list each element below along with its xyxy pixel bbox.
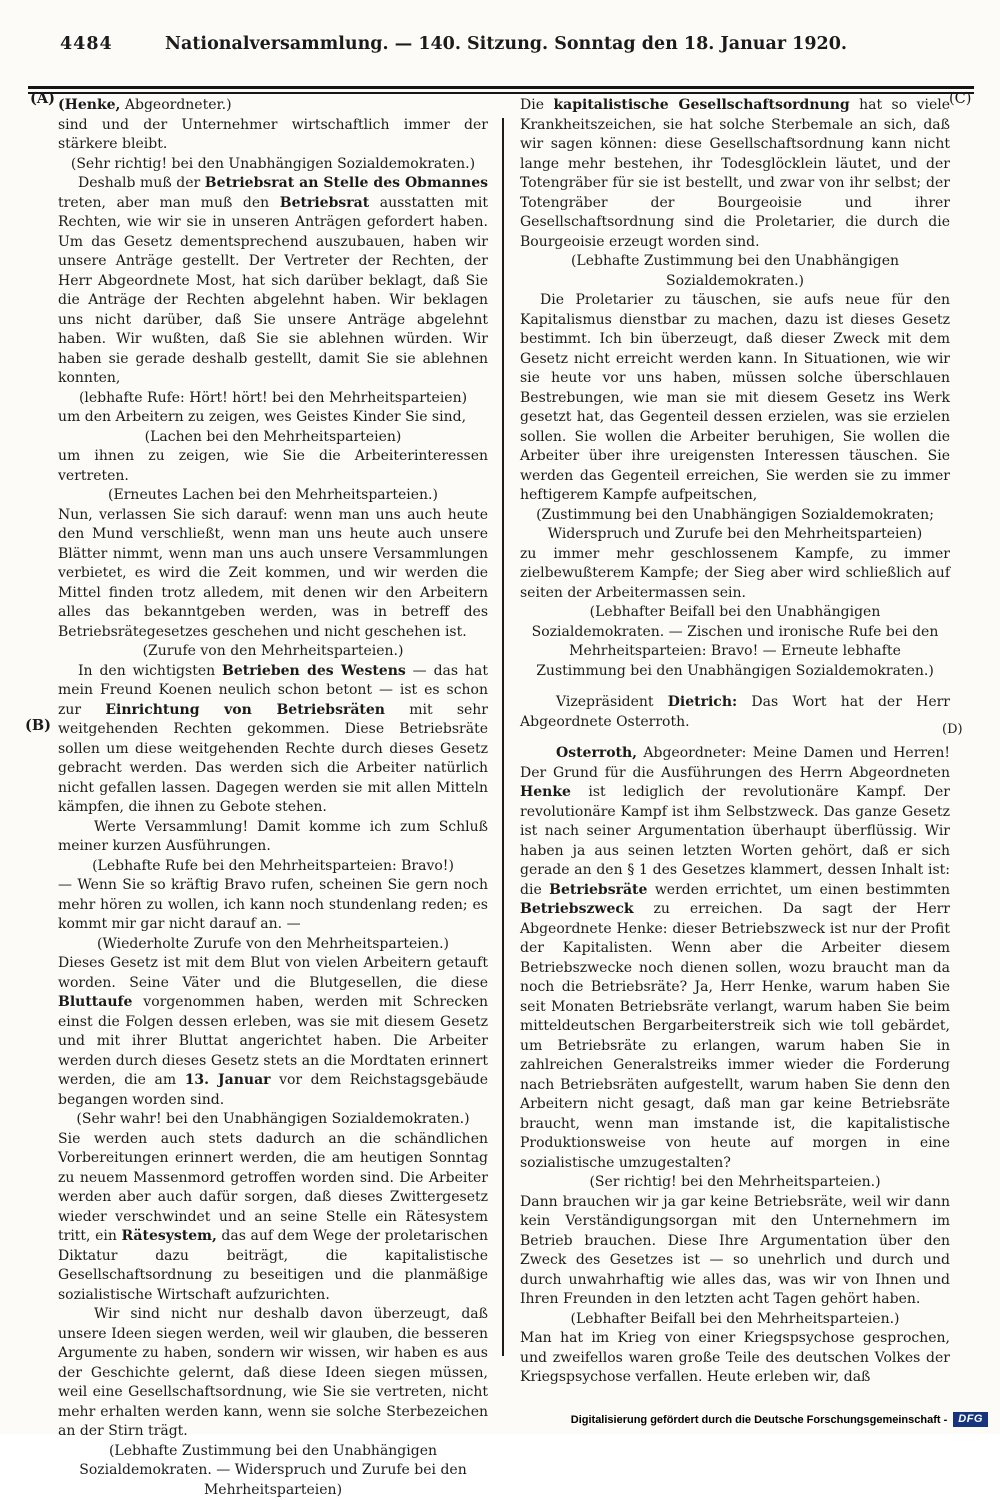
text-run: (Erneutes Lachen bei den Mehrheitsparteien.)	[108, 487, 438, 503]
paragraph	[520, 545, 950, 604]
paragraph	[520, 1193, 950, 1310]
text-run: (lebhafte Rufe: Hört! hört! bei den Mehrheitsparteien)	[79, 390, 467, 406]
text-run: Nun, verlassen Sie sich darauf: wenn man uns auch heute den Mund verschließt, wenn man uns heute auch unsere Blätter nimmt, wenn man uns auch unsere Versammlungen verbietet, es wird die Zeit kommen, und wir werden die Mittel finden trotz alledem, mit denen wir den Arbeitern alles das bekanntgeben werden, was in betreff des Betriebsrätegesetzes geschehen und nicht geschehen ist.	[58, 507, 488, 640]
stage-direction	[58, 155, 488, 175]
speaker-note	[58, 96, 488, 116]
stage-direction	[58, 857, 488, 877]
text-run: Wir sind nicht nur deshalb davon überzeugt, daß unsere Ideen siegen werden, weil wir glauben, die besseren Argumente zu haben, sondern wir wissen, wir haben es aus der Geschichte gelernt, daß diese Ideen siegen müssen, weil eine Gesellschaftsordnung, wie Sie sie vertreten, nicht mehr erhalten werden kann, wenn sie solche Sterbezeichen an der Stirn trägt.	[58, 1306, 488, 1439]
paragraph	[58, 662, 488, 818]
text-run: (Wiederholte Zurufe von den Mehrheitsparteien.)	[97, 936, 449, 952]
stage-direction	[520, 603, 950, 681]
text-run: Dieses Gesetz ist mit dem Blut von vielen Arbeitern getauft worden. Seine Väter und die Blutgesellen, die diese	[58, 955, 488, 991]
text-run: ausstatten mit Rechten, wie wir sie in unseren Anträgen gefordert haben. Um das Gesetz dementsprechend auszubauen, haben wir unsere Anträge gestellt. Der Vertreter der Rechten, der Herr Abgeordnete Most, hat sich darüber beklagt, daß Sie die Anträge der Rechten abgelehnt haben. Wir beklagen uns nicht darüber, daß Sie unsere Anträge abgelehnt haben. Wir wußten, daß Sie sie ablehnen würden. Wir haben sie gerade deshalb gestellt, damit Sie sie ablehnen konnten,	[58, 195, 488, 387]
header-title: Nationalversammlung. — 140. Sitzung. Sonntag den 18. Januar 1920.	[58, 34, 954, 54]
emphasized-text: Betrieben des Westens	[222, 663, 406, 679]
paragraph	[58, 954, 488, 1110]
text-run: Vizepräsident	[556, 694, 668, 710]
paragraph	[58, 447, 488, 486]
text-run: — Wenn Sie so kräftig Bravo rufen, scheinen Sie gern noch mehr hören zu wollen, ich kann noch stundenlang reden; es kommt mir gar nicht darauf an. —	[58, 877, 488, 932]
text-run: um den Arbeitern zu zeigen, wes Geistes Kinder Sie sind,	[58, 409, 466, 425]
stage-direction	[58, 1442, 488, 1500]
stage-direction	[520, 506, 950, 545]
emphasized-text: kapitalistische Gesellschaftsordnung	[553, 97, 849, 113]
emphasized-text: Einrichtung von Betriebsräten	[105, 702, 385, 718]
text-columns	[58, 96, 950, 1368]
text-run: zu immer mehr geschlossenem Kampfe, zu immer zielbewußterem Kampfe; der Sieg aber wird schließlich auf seiten der Arbeitermassen sein.	[520, 546, 950, 601]
emphasized-text: Betriebszweck	[520, 901, 634, 917]
paragraph	[520, 291, 950, 506]
text-run: hat so viele Krankheitszeichen, sie hat solche Sterbemale an sich, daß wir sagen können: diese Gesellschaftsordnung kann nicht lange mehr bestehen, ihr Todesglöcklein läutet, und der Totengräber für sie ist bestellt, und zwar von ihr selbst; der Totengräber der Bourgeoisie und ihrer Gesellschaftsordnung sind die Proletarier, die durch die Bourgeoisie erzeugt worden sind.	[520, 97, 950, 250]
paragraph	[58, 408, 488, 428]
stage-direction	[520, 252, 950, 291]
text-run: (Lebhafter Beifall bei den Unabhängigen Sozialdemokraten. — Zischen und ironische Rufe bei den Mehrheitsparteien: Bravo! — Erneute lebhafte Zustimmung bei den Unabhängigen Sozialdemokraten.)	[532, 604, 939, 679]
margin-marker-c: (C)	[949, 91, 971, 107]
stage-direction	[58, 389, 488, 409]
text-run: Abgeordneter.)	[120, 97, 231, 113]
page-header	[58, 34, 954, 64]
text-run: mit sehr weitgehenden Rechten gekommen. Diese Betriebsräte sollen um diese weitgehenden Rechte durch dieses Gesetz gebracht werden. Das werden sich die Arbeiter natürlich nicht gefallen lassen. Dagegen werden sie mit allen Mitteln kämpfen, die ihnen zu Gebote stehen.	[58, 702, 488, 816]
digitization-credit	[571, 1412, 988, 1427]
stage-direction	[58, 642, 488, 662]
margin-marker-a: (A)	[30, 90, 55, 107]
emphasized-text: Betriebsräte	[549, 882, 647, 898]
paragraph	[58, 1305, 488, 1442]
paragraph	[58, 116, 488, 155]
text-run: Sie werden auch stets dadurch an die schändlichen Vorbereitungen erinnert werden, die am heutigen Sonntag zu neuem Massenmord getroffen worden sind. Die Arbeiter werden aber auch dafür sorgen, daß dieses Zwittergesetz wieder verschwindet und an seine Stelle ein Rätesystem tritt, ein	[58, 1131, 488, 1245]
paragraph	[58, 1130, 488, 1306]
emphasized-text: Betriebsrat	[280, 195, 369, 211]
emphasized-text: Henke	[520, 784, 571, 800]
text-run: In den wichtigsten	[78, 663, 222, 679]
paragraph	[58, 174, 488, 389]
stage-direction	[520, 1173, 950, 1193]
text-run: (Sehr wahr! bei den Unabhängigen Sozialdemokraten.)	[76, 1111, 469, 1127]
header-double-rule	[28, 86, 974, 94]
text-run: (Lebhafte Zustimmung bei den Unabhängigen Sozialdemokraten.)	[571, 253, 899, 289]
text-run: Die	[520, 97, 553, 113]
margin-marker-b: (B)	[25, 717, 51, 734]
emphasized-text: Rätesystem,	[121, 1228, 216, 1244]
emphasized-text: 13. Januar	[185, 1072, 271, 1088]
emphasized-text: Dietrich:	[668, 694, 737, 710]
text-run: um ihnen zu zeigen, wie Sie die Arbeiterinteressen vertreten.	[58, 448, 488, 484]
text-run: (Lachen bei den Mehrheitsparteien)	[145, 429, 402, 445]
text-run: Man hat im Krieg von einer Kriegspsychose gesprochen, und zweifellos waren große Teile des deutschen Volkes der Kriegspsychose verfallen. Heute erleben wir, daß	[520, 1330, 950, 1385]
text-run: werden errichtet, um einen bestimmten	[647, 882, 950, 898]
text-run: (Ser richtig! bei den Mehrheitsparteien.)	[589, 1174, 880, 1190]
text-run: treten, aber man muß den	[58, 195, 280, 211]
paragraph	[520, 96, 950, 252]
page-number: 4484	[60, 34, 113, 54]
margin-marker-d: (D)	[942, 722, 963, 737]
text-run: Abgeordneter: Meine Damen und Herren! Der Grund für die Ausführungen des Herrn Abgeordneten	[520, 745, 950, 781]
text-run: ist lediglich der revolutionäre Kampf. Der revolutionäre Kampf ist ihm Selbstzweck. Das ganze Gesetz ist nach seiner Argumentation überhaupt überflüssig. Wir haben ja aus seinen letzten Worten gehört, daß er sich gerade an den § 1 des Gesetzes klammert, dessen Inhalt ist: die	[520, 784, 950, 898]
text-run: vorgenommen haben, werden mit Schrecken einst die Folgen dessen erleben, was sie mit diesem Gesetz und mit ihrer Bluttat angerichtet haben. Die Arbeiter werden durch dieses Gesetz stets an die Mordtaten erinnert werden, die am	[58, 994, 488, 1088]
credit-text: Digitalisierung gefördert durch die Deutsche Forschungsgemeinschaft -	[571, 1414, 948, 1426]
paragraph	[58, 506, 488, 643]
text-run: (Zustimmung bei den Unabhängigen Sozialdemokraten; Widerspruch und Zurufe bei den Mehrheitsparteien)	[536, 507, 934, 543]
text-run: (Lebhafter Beifall bei den Mehrheitsparteien.)	[571, 1311, 900, 1327]
paragraph	[520, 744, 950, 1173]
text-run: (Zurufe von den Mehrheitsparteien.)	[143, 643, 404, 659]
dfg-logo: DFG	[953, 1412, 988, 1427]
text-run: — das hat mein Freund Koenen neulich schon betont — ist es schon zur	[58, 663, 488, 718]
paragraph	[520, 693, 950, 732]
emphasized-text: Bluttaufe	[58, 994, 132, 1010]
right-column	[504, 96, 950, 1368]
text-run: vor dem Reichstagsgebäude begangen worden sind.	[58, 1072, 488, 1108]
text-run: (Lebhafte Rufe bei den Mehrheitsparteien: Bravo!)	[92, 858, 454, 874]
text-run: Die Proletarier zu täuschen, sie aufs neue für den Kapitalismus dienstbar zu machen, dazu ist dieses Gesetz bestimmt. Ich bin überzeugt, daß dieser Zweck mit dem Gesetz nicht erreicht werden kann. In Situationen, wie wir sie heute vor uns haben, müssen solche überschlauen Bestrebungen, wie man sie mit diesem Gesetz ins Werk gesetzt hat, das Gegenteil dessen erzielen, was sie erzielen sollen. Sie wollen die Arbeiter beruhigen, Sie wollen die Arbeiter über ihre ureigensten Interessen täuschen. Sie werden das Gegenteil erreichen, Sie werden sie zu immer heftigerem Kampfe aufpeitschen,	[520, 292, 950, 503]
emphasized-text: (Henke,	[58, 97, 120, 113]
left-column	[58, 96, 504, 1368]
text-run: Dann brauchen wir ja gar keine Betriebsräte, weil wir dann kein Verständigungsorgan mit den Unternehmern im Betrieb brauchen. Diese Ihre Argumentation über den Zweck des Gesetzes ist — so unehrlich und durch und durch unwahrhaftig wie alles das, was wir von Ihnen und Ihren Freunden in den letzten acht Tagen gehört haben.	[520, 1194, 950, 1308]
text-run: sind und der Unternehmer wirtschaftlich immer der stärkere bleibt.	[58, 117, 488, 153]
stage-direction	[58, 486, 488, 506]
stage-direction	[58, 428, 488, 448]
text-run: das auf dem Wege der proletarischen Diktatur dazu beiträgt, die kapitalistische Gesellschaftsordnung zu beseitigen und die planmäßige sozialistische Wirtschaft aufzurichten.	[58, 1228, 488, 1303]
emphasized-text: Osterroth,	[556, 745, 637, 761]
text-run: (Lebhafte Zustimmung bei den Unabhängigen Sozialdemokraten. — Widerspruch und Zurufe bei den Mehrheitsparteien)	[79, 1443, 466, 1498]
text-run: (Sehr richtig! bei den Unabhängigen Sozialdemokraten.)	[71, 156, 475, 172]
paragraph	[58, 876, 488, 935]
text-run: Deshalb muß der	[78, 175, 205, 191]
emphasized-text: Betriebsrat an Stelle des Obmannes	[205, 175, 488, 191]
text-run: Das Wort hat der Herr Abgeordnete Osterroth.	[520, 694, 950, 730]
paragraph	[520, 1329, 950, 1388]
stage-direction	[58, 1110, 488, 1130]
stage-direction	[58, 935, 488, 955]
paragraph	[58, 818, 488, 857]
stage-direction	[520, 1310, 950, 1330]
text-run: zu erreichen. Da sagt der Herr Abgeordnete Henke: dieser Betriebszweck ist nur der Profit der Kapitalisten. Wenn aber die Arbeiter diesem Betriebszwecke noch dienen sollen, wozu braucht man da noch die Betriebsräte? Ja, Herr Henke, warum haben Sie seit Monaten Betriebsräte verlangt, warum haben Sie beim mitteldeutschen Bergarbeiterstreik sich wie toll gebärdet, um Betriebsräte zu erlangen, warum haben Sie in zahlreichen Generalstreiks immer wieder die Forderung nach Betriebsräten aufgestellt, warum haben Sie denn den Arbeitern nicht gesagt, daß man gar keine Betriebsräte braucht, wenn man imstande ist, die kapitalistische Produktionsweise von heute auf morgen in eine sozialistische umzugestalten?	[520, 901, 950, 1171]
text-run: Werte Versammlung! Damit komme ich zum Schluß meiner kurzen Ausführungen.	[58, 819, 488, 855]
